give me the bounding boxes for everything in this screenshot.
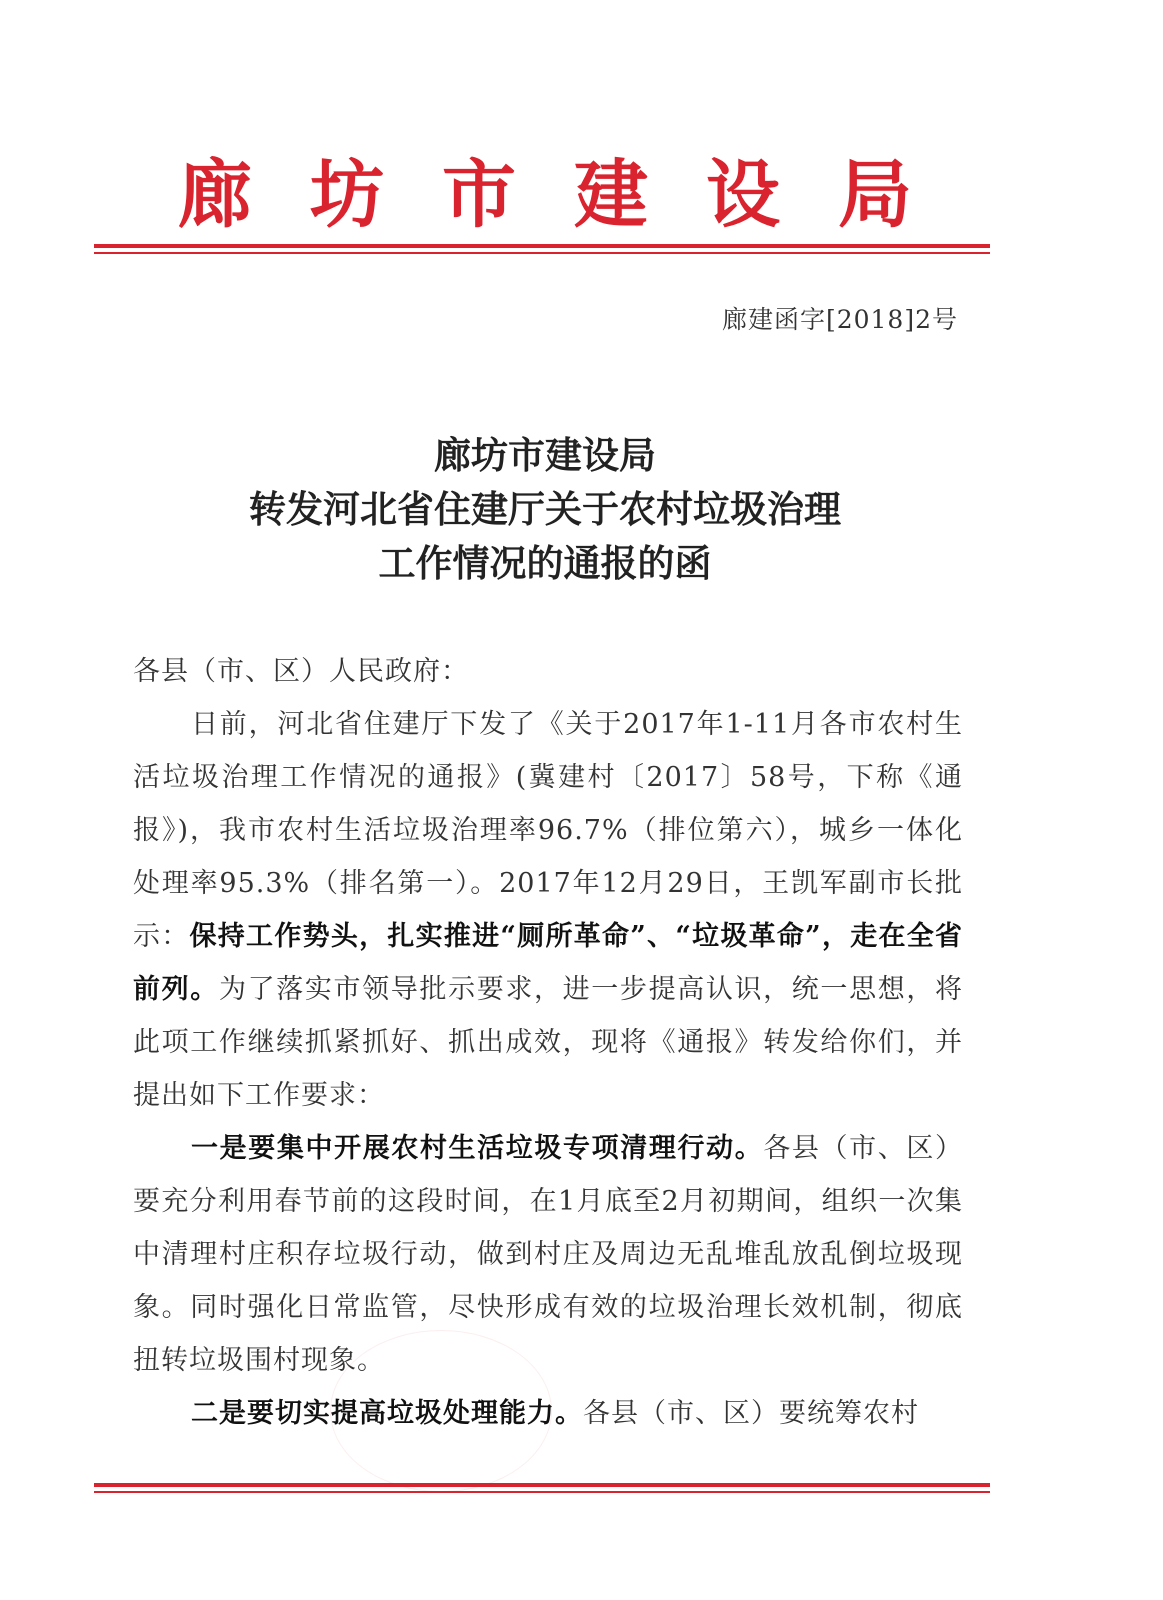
paragraph-3-text: 各县（市、区）要统筹农村 (583, 1398, 919, 1429)
footer-divider-thick (94, 1483, 990, 1487)
org-name-header: 廊坊市建设局 (178, 152, 970, 238)
footer-divider-thin (94, 1491, 990, 1493)
salutation: 各县（市、区）人民政府： (133, 656, 469, 687)
title-line-1: 廊坊市建设局 (434, 433, 656, 477)
paragraph-1-text-b: 为了落实市领导批示要求，进一步提高认识，统一思想，将此项工作继续抓紧抓好、抓出成效，现将《通报》转发给你们，并提出如下工作要求： (133, 974, 964, 1111)
title-line-2: 转发河北省住建厅关于农村垃圾治理 (249, 487, 841, 531)
paragraph-3-heading: 二是要切实提高垃圾处理能力。 (191, 1398, 583, 1429)
paragraph-1-emphasis: 保持工作势头，扎实推进“厕所革命”、“垃圾革命”，走在全省前列。 (133, 921, 964, 1005)
title-line-3: 工作情况的通报的函 (378, 541, 712, 585)
header-divider (94, 244, 990, 254)
faint-seal-impression (330, 1330, 552, 1492)
header-divider-thin (94, 252, 990, 254)
paragraph-1 (133, 698, 963, 1122)
document-number: 廊建函字[2018]2号 (721, 305, 958, 334)
document-body (133, 645, 963, 1440)
paragraph-1-text-a: 日前，河北省住建厅下发了《关于2017年1-11月各市农村生活垃圾治理工作情况的通报》(冀建村〔2017〕58号，下称《通报》)，我市农村生活垃圾治理率96.7%（排位第六），城乡一体化处理率95.3%（排名第一）。2017年12月29日，王凯军副市长批示： (133, 709, 963, 952)
footer-divider (94, 1483, 990, 1493)
paragraph-2-heading: 一是要集中开展农村生活垃圾专项清理行动。 (191, 1133, 764, 1164)
header-divider-thick (94, 244, 990, 248)
document-title (95, 428, 995, 590)
paragraph-2 (133, 1122, 963, 1387)
paragraph-2-text: 各县（市、区）要充分利用春节前的这段时间，在1月底至2月初期间，组织一次集中清理村庄积存垃圾行动，做到村庄及周边无乱堆乱放乱倒垃圾现象。同时强化日常监管，尽快形成有效的垃圾治理长效机制，彻底扭转垃圾围村现象。 (133, 1133, 964, 1376)
